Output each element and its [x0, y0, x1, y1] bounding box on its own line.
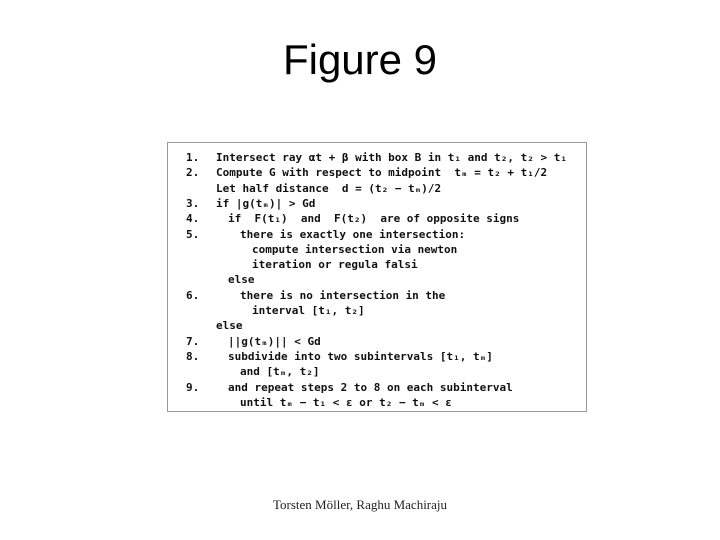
- algorithm-line: [168, 395, 586, 411]
- algorithm-line: [168, 211, 586, 227]
- algorithm-line: [168, 334, 586, 350]
- step-number: 7.: [186, 334, 200, 348]
- step-text: there is exactly one intersection:: [240, 227, 466, 241]
- step-text: there is no intersection in the: [240, 288, 446, 302]
- algorithm-line: [168, 257, 586, 273]
- step-text: compute intersection via newton: [252, 242, 458, 256]
- step-text: ||g(tₘ)|| < Gd: [228, 334, 321, 348]
- algorithm-line: [168, 196, 586, 212]
- algorithm-line: [168, 181, 586, 197]
- algorithm-line: [168, 318, 586, 334]
- step-number: 2.: [186, 166, 200, 180]
- slide-title: Figure 9: [282, 36, 438, 83]
- algorithm-box: [167, 142, 587, 412]
- step-number: 4.: [186, 212, 200, 226]
- step-text: if |g(tₘ)| > Gd: [216, 196, 316, 210]
- step-number: 1.: [186, 151, 200, 164]
- step-text: and [tₘ, t₂]: [240, 365, 320, 379]
- step-text: and repeat steps 2 to 8 on each subinterval: [228, 380, 513, 394]
- algorithm-line: [168, 272, 586, 288]
- step-text: iteration or regula falsi: [252, 258, 418, 272]
- step-number: 6.: [186, 288, 200, 302]
- footer-authors: Torsten Möller, Raghu Machiraju: [272, 497, 448, 512]
- algorithm-line: [168, 303, 586, 319]
- step-number: 3.: [186, 196, 200, 210]
- algorithm-line: [168, 380, 586, 396]
- algorithm-line: [168, 150, 586, 166]
- step-text: Let half distance d = (t₂ − tₘ)/2: [216, 181, 442, 195]
- algorithm-line: [168, 364, 586, 380]
- step-text: interval [t₁, t₂]: [252, 304, 365, 317]
- algorithm-line: [168, 288, 586, 304]
- step-number: 9.: [186, 380, 200, 394]
- algorithm-line: [168, 349, 586, 365]
- step-text: Intersect ray αt + β with box B in t₁ and t₂, t₂ > t₁: [216, 151, 567, 164]
- algorithm-line: [168, 165, 586, 181]
- step-text: else: [216, 319, 243, 333]
- step-text: if F(t₁) and F(t₂) are of opposite signs: [228, 212, 520, 226]
- step-number: 5.: [186, 227, 200, 241]
- step-number: 8.: [186, 349, 200, 363]
- step-text: else: [228, 273, 255, 287]
- algorithm-line: [168, 242, 586, 258]
- step-text: Compute G with respect to midpoint tₘ = t₂ + t₁/2: [216, 166, 548, 180]
- step-text: until tₘ − t₁ < ε or t₂ − tₘ < ε: [240, 395, 452, 409]
- step-text: subdivide into two subintervals [t₁, tₘ]: [228, 349, 493, 363]
- algorithm-line: [168, 227, 586, 243]
